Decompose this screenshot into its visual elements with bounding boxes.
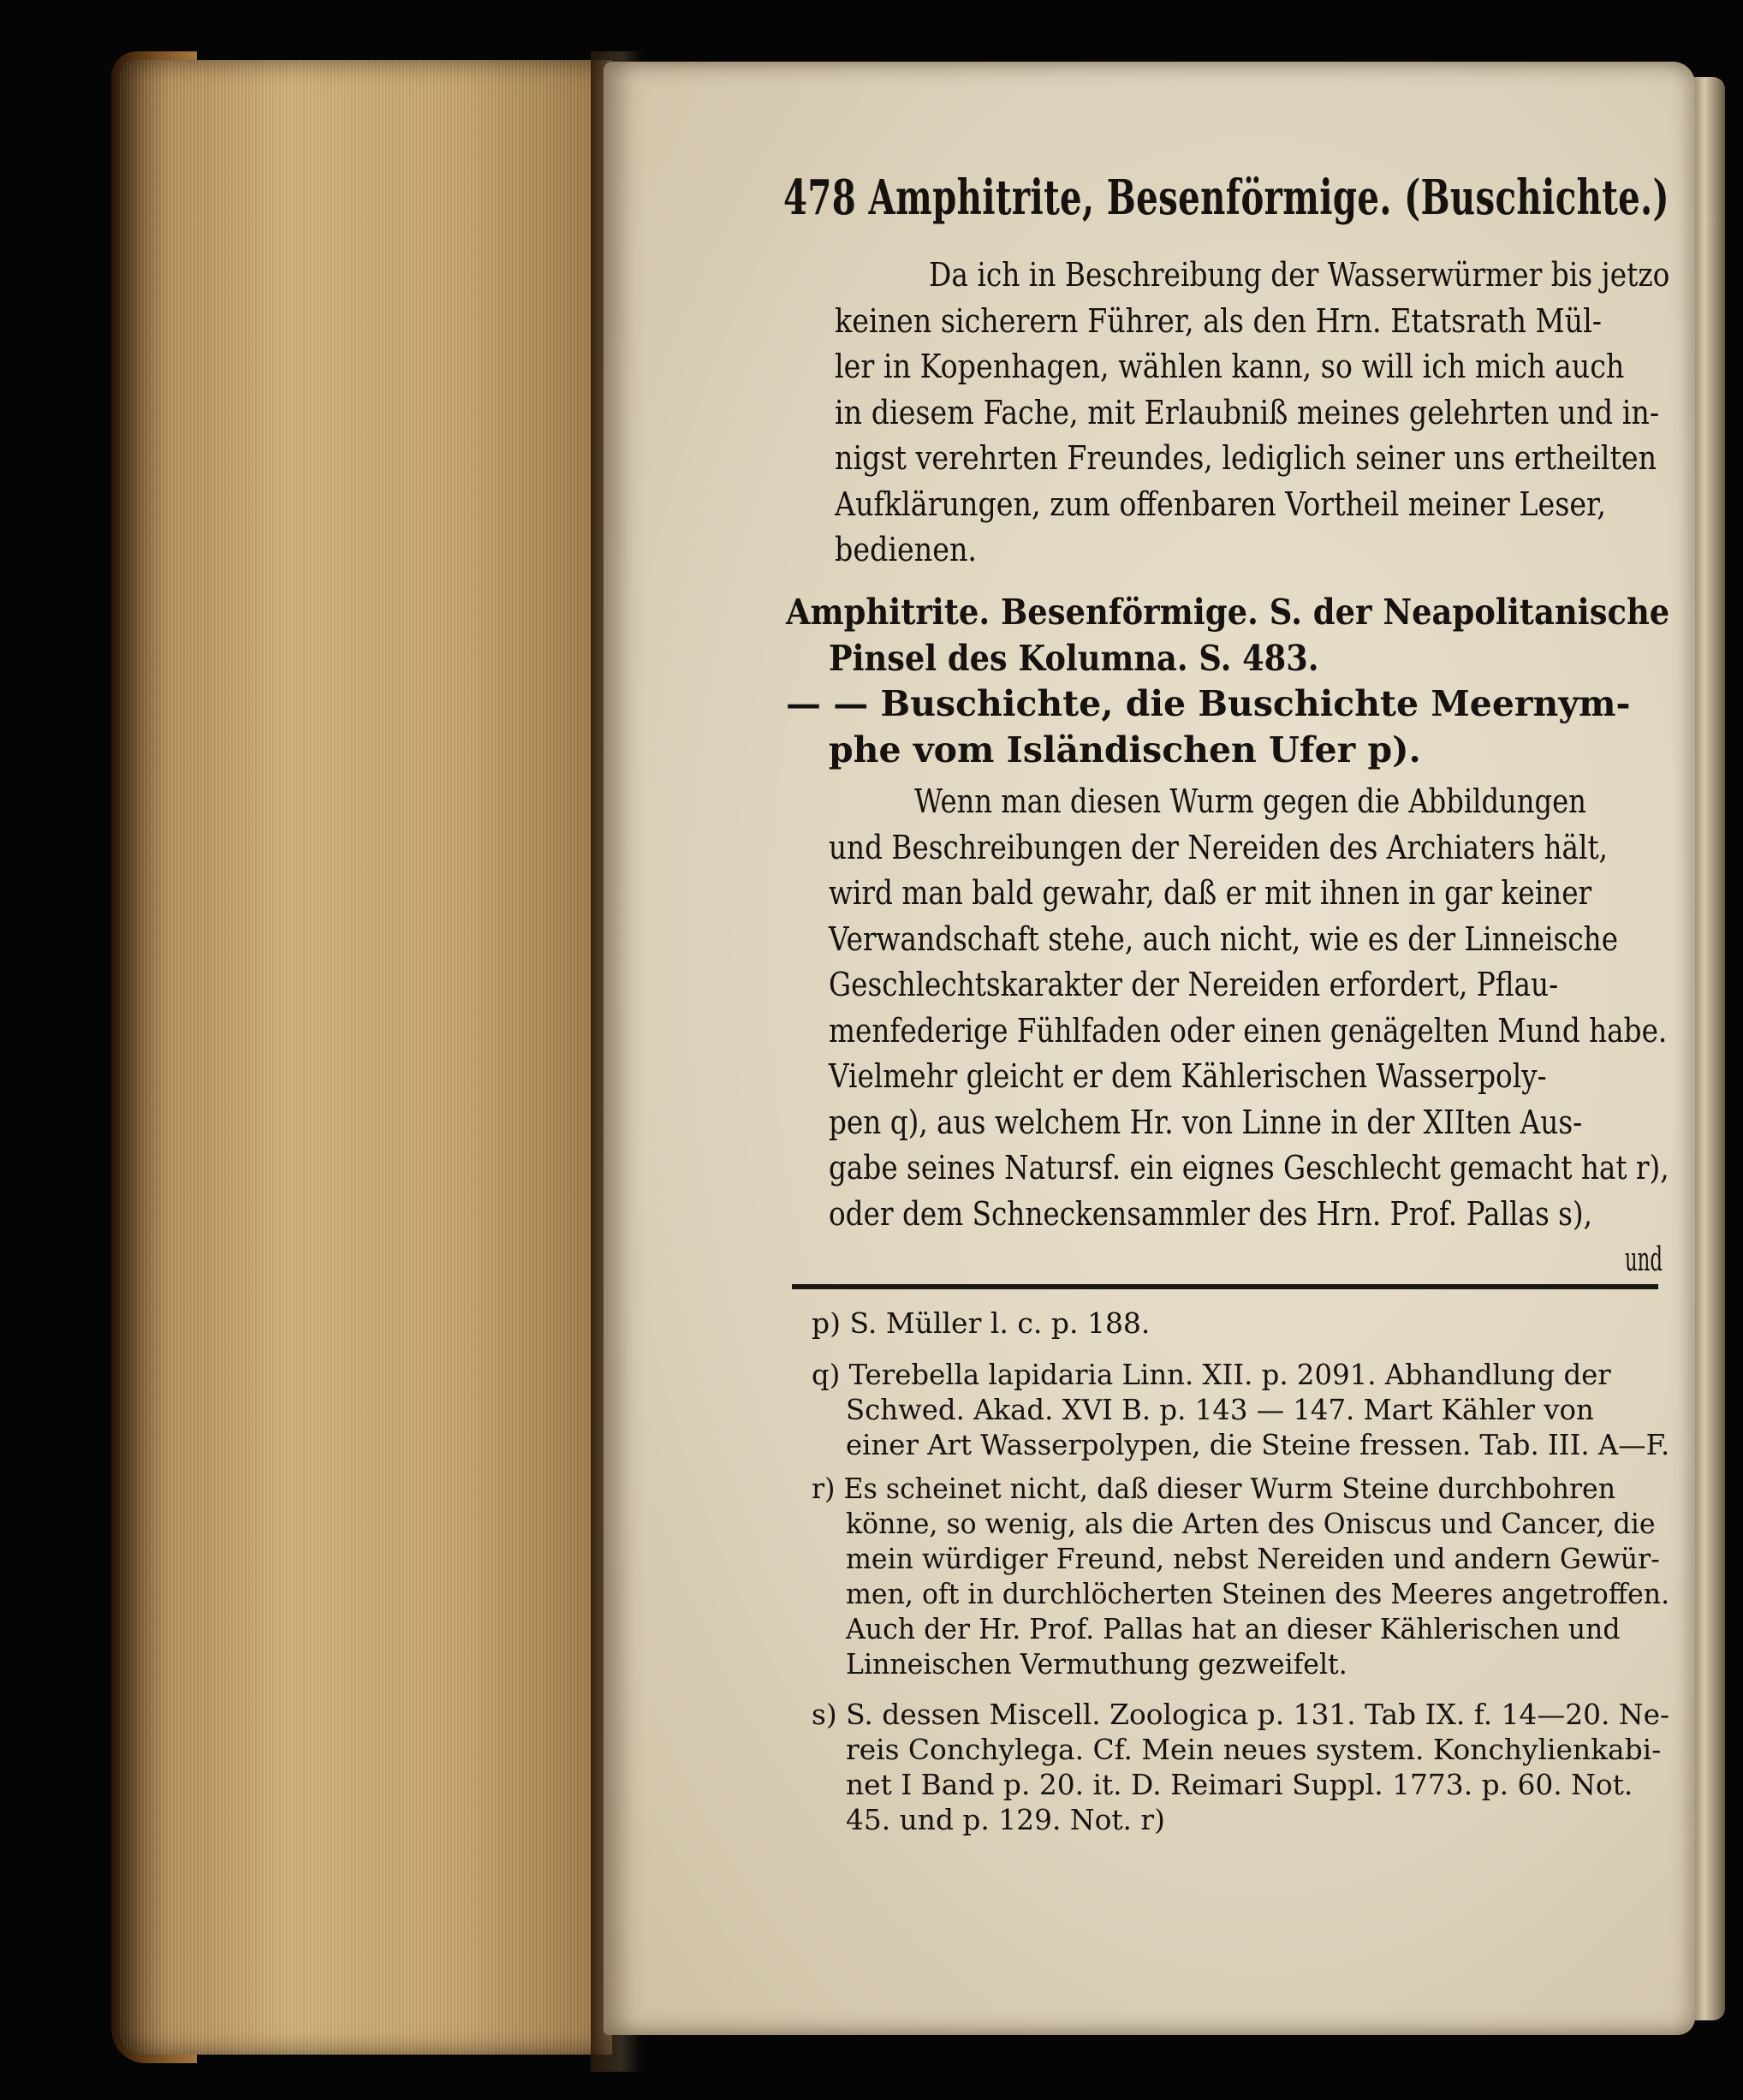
text-line: Wenn man diesen Wurm gegen die Abbildungen [914, 782, 1586, 820]
footnote-line: Auch der Hr. Prof. Pallas hat an dieser Kählerischen und [846, 1612, 1621, 1645]
footnote-rule [792, 1284, 1658, 1289]
footnote-line: s) S. dessen Miscell. Zoologica p. 131. Tab IX. f. 14—20. Ne- [812, 1698, 1670, 1731]
text-line: Da ich in Beschreibung der Wasserwürmer bis jetzo [929, 256, 1670, 294]
entry-line: phe vom Isländischen Ufer p). [829, 729, 1421, 770]
footnote-line: reis Conchylega. Cf. Mein neues system. Konchylienkabi- [846, 1733, 1662, 1766]
text-line: wird man bald gewahr, daß er mit ihnen in gar keiner [829, 874, 1592, 912]
text-line: Verwandschaft stehe, auch nicht, wie es der Linneische [829, 919, 1619, 958]
text-line: pen q), aus welchem Hr. von Linne in der XIIten Aus- [829, 1103, 1583, 1141]
text-line: menfederige Fühlfaden oder einen genägelten Mund habe. [829, 1011, 1668, 1050]
footnote-line: Linneischen Vermuthung gezweifelt. [846, 1647, 1347, 1681]
entry-buschichte [786, 681, 1631, 773]
text-line: oder dem Schneckensammler des Hrn. Prof. Pallas s), [829, 1194, 1593, 1233]
entry-besenfoermige [786, 589, 1743, 681]
text-line: nigst verehrten Freundes, lediglich seiner uns ertheilten [835, 439, 1657, 477]
running-head [783, 170, 1669, 226]
footnote-line: könne, so wenig, als die Arten des Oniscus und Cancer, die [846, 1507, 1656, 1540]
page-block-edge [120, 60, 612, 2055]
footnote-p [812, 1306, 1150, 1341]
footnote-line: einer Art Wasserpolypen, die Steine fressen. Tab. III. A—F. [846, 1428, 1670, 1461]
footnote-s [812, 1697, 1674, 1837]
footnote-r [812, 1471, 1707, 1681]
footnote-line: 45. und p. 129. Not. r) [846, 1803, 1165, 1836]
footnote-line: net I Band p. 20. it. D. Reimari Suppl. 1773. p. 60. Not. [846, 1768, 1633, 1801]
footnote-line: r) Es scheinet nicht, daß dieser Wurm Steine durchbohren [812, 1472, 1616, 1505]
text-line: und Beschreibungen der Nereiden des Archiaters hält, [829, 828, 1609, 866]
footnote-line: p) S. Müller l. c. p. 188. [812, 1306, 1151, 1340]
text-line: in diesem Fache, mit Erlaubniß meines gelehrten und in- [835, 393, 1660, 431]
footnote-line: q) Terebella lapidaria Linn. XII. p. 2091. Abhandlung der [812, 1358, 1611, 1391]
intro-paragraph [835, 253, 1743, 574]
footnote-line: Schwed. Akad. XVI B. p. 143 — 147. Mart Kähler von [846, 1393, 1594, 1426]
footnote-q [812, 1357, 1686, 1462]
text-line: Vielmehr gleicht er dem Kählerischen Wasserpoly- [829, 1057, 1547, 1095]
text-line: gabe seines Natursf. ein eignes Geschlecht gemacht hat r), [829, 1149, 1669, 1187]
text-line: bedienen. [835, 531, 978, 568]
text-line: keinen sicherern Führer, als den Hrn. Etatsrath Mül- [835, 301, 1603, 340]
catchword: und [1625, 1240, 1663, 1278]
entry-line: Pinsel des Kolumna. S. 483. [829, 638, 1319, 679]
footnote-line: mein würdiger Freund, nebst Nereiden und andern Gewür- [846, 1542, 1660, 1575]
footnote-line: men, oft in durchlöcherten Steinen des Meeres angetroffen. [846, 1577, 1670, 1610]
text-line: ler in Kopenhagen, wählen kann, so will ich mich auch [835, 348, 1625, 385]
entry-line: — — Buschichte, die Buschichte Meernym- [786, 683, 1631, 724]
text-line: Geschlechtskarakter der Nereiden erfordert, Pflau- [829, 966, 1559, 1003]
text-line: Aufklärungen, zum offenbaren Vortheil meiner Leser, [835, 485, 1606, 523]
page-number: 478 [783, 170, 857, 226]
running-head-title: Amphitrite, Besenförmige. (Buschichte.) [868, 170, 1669, 226]
entry-line: Amphitrite. Besenförmige. S. der Neapolitanische [786, 592, 1670, 633]
body-paragraph [829, 779, 1743, 1283]
